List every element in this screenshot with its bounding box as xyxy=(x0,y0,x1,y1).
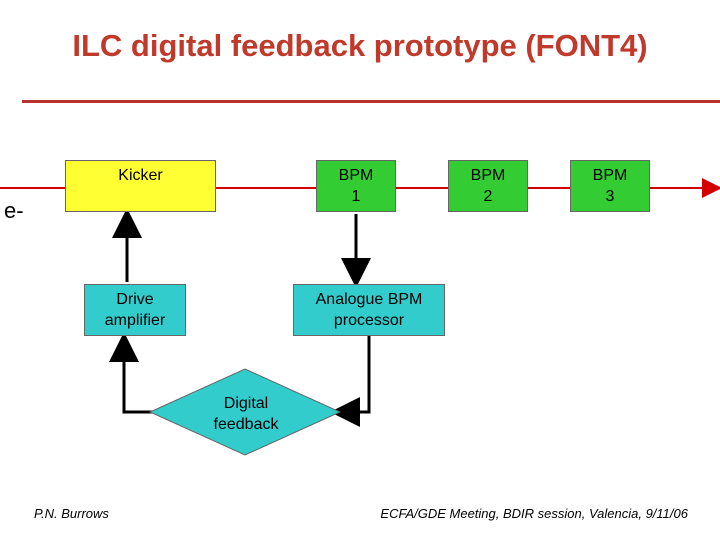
bpm1-box xyxy=(316,160,396,212)
drive-amplifier-label: Drive amplifier xyxy=(104,291,166,329)
drive-amplifier-box xyxy=(84,284,186,336)
bpm1-label: BPM 1 xyxy=(338,167,374,205)
analogue-processor-box xyxy=(293,284,445,336)
connector-feedback-to-drive xyxy=(124,338,154,412)
slide-title: ILC digital feedback prototype (FONT4) xyxy=(72,28,648,63)
bpm2-label: BPM 2 xyxy=(470,167,506,205)
bpm3-label: BPM 3 xyxy=(592,167,628,205)
kicker-box xyxy=(65,160,216,212)
connector-processor-to-feedback xyxy=(336,336,369,412)
footer-meeting: ECFA/GDE Meeting, BDIR session, Valencia, 9/11/06 xyxy=(380,506,688,521)
bpm3-box xyxy=(570,160,650,212)
analogue-processor-label: Analogue BPM processor xyxy=(315,291,423,329)
digital-feedback-label: Digital feedback xyxy=(213,395,279,433)
footer-author: P.N. Burrows xyxy=(34,506,109,521)
electron-beam-label: e- xyxy=(4,198,24,223)
bpm2-box xyxy=(448,160,528,212)
kicker-label: Kicker xyxy=(118,167,163,184)
